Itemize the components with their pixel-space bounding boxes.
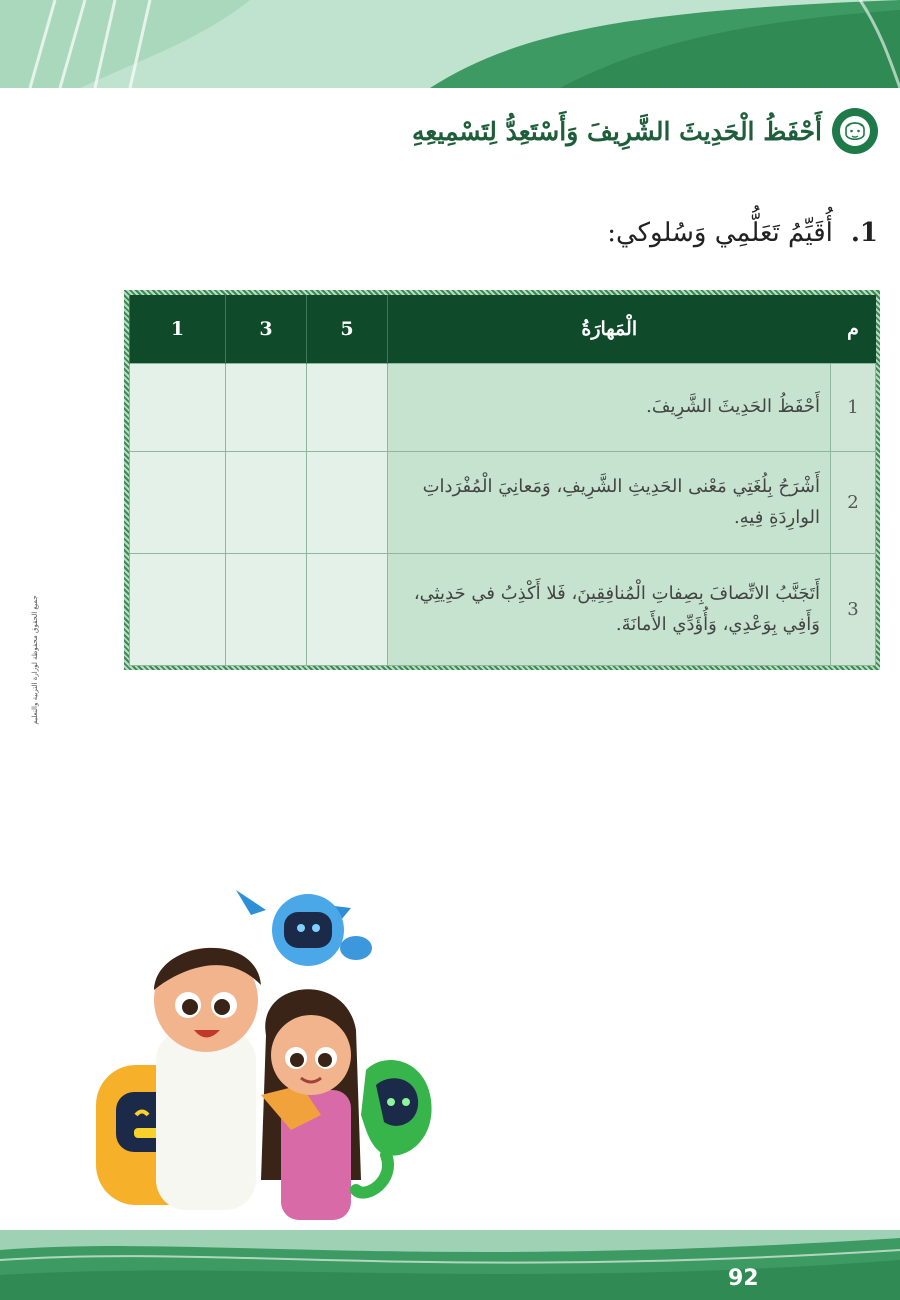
copyright-note [26, 300, 44, 1020]
header-score-3: 3 [226, 295, 307, 364]
copyright-text: جميع الحقوق محفوظة لوزارة التربية والتعليم [31, 595, 39, 725]
activity-heading [412, 108, 878, 154]
header-index: م [831, 295, 876, 364]
rating-cell-5[interactable] [307, 364, 388, 452]
question-number: 1. [850, 218, 878, 248]
table-row [130, 364, 876, 452]
rating-cell-1[interactable] [130, 364, 226, 452]
green-robot-icon [356, 1060, 432, 1193]
self-assessment-table [124, 290, 880, 670]
children-robots-illustration [86, 860, 466, 1240]
header-score-5: 5 [307, 295, 388, 364]
skill-text: أَحْفَظُ الحَدِيثَ الشَّرِيفَ. [388, 364, 831, 452]
skill-text: أَشْرَحُ بِلُغَتِي مَعْنى الحَدِيثِ الشَّرِيفِ، وَمَعانِيَ الْمُفْرَداتِ الوارِدَةِ فِيهِ. [388, 452, 831, 554]
header-band [0, 0, 900, 88]
row-number: 1 [831, 364, 876, 452]
skill-text: أَتَجَنَّبُ الاتِّصافَ بِصِفاتِ الْمُنافِقِينَ، فَلا أَكْذِبُ في حَدِيثِي، وَأَفِي بِوَعْدِي، وَأُؤَدِّي الأَمانَةَ. [388, 554, 831, 666]
table-header-row [130, 295, 876, 364]
blue-robot-icon [236, 890, 372, 966]
rating-cell-5[interactable] [307, 452, 388, 554]
question-1 [607, 218, 878, 248]
rating-cell-3[interactable] [226, 364, 307, 452]
header-score-1: 1 [130, 295, 226, 364]
activity-title: أَحْفَظُ الْحَدِيثَ الشَّرِيفَ وَأَسْتَعِدُّ لِتَسْمِيعِهِ [411, 116, 822, 146]
table-row [130, 554, 876, 666]
rating-cell-1[interactable] [130, 452, 226, 554]
header-skill: الْمَهارَةُ [388, 295, 831, 364]
rating-cell-1[interactable] [130, 554, 226, 666]
rating-cell-5[interactable] [307, 554, 388, 666]
question-text: أُقَيِّمُ تَعَلُّمِي وَسُلوكي: [607, 218, 833, 248]
girl-character-icon [261, 989, 361, 1220]
boy-character-icon [154, 948, 261, 1210]
page-number: 92 [728, 1266, 759, 1291]
footer-band [0, 1230, 900, 1300]
rating-cell-3[interactable] [226, 452, 307, 554]
memorize-head-icon [832, 108, 878, 154]
table-row [130, 452, 876, 554]
row-number: 3 [831, 554, 876, 666]
row-number: 2 [831, 452, 876, 554]
rating-cell-3[interactable] [226, 554, 307, 666]
